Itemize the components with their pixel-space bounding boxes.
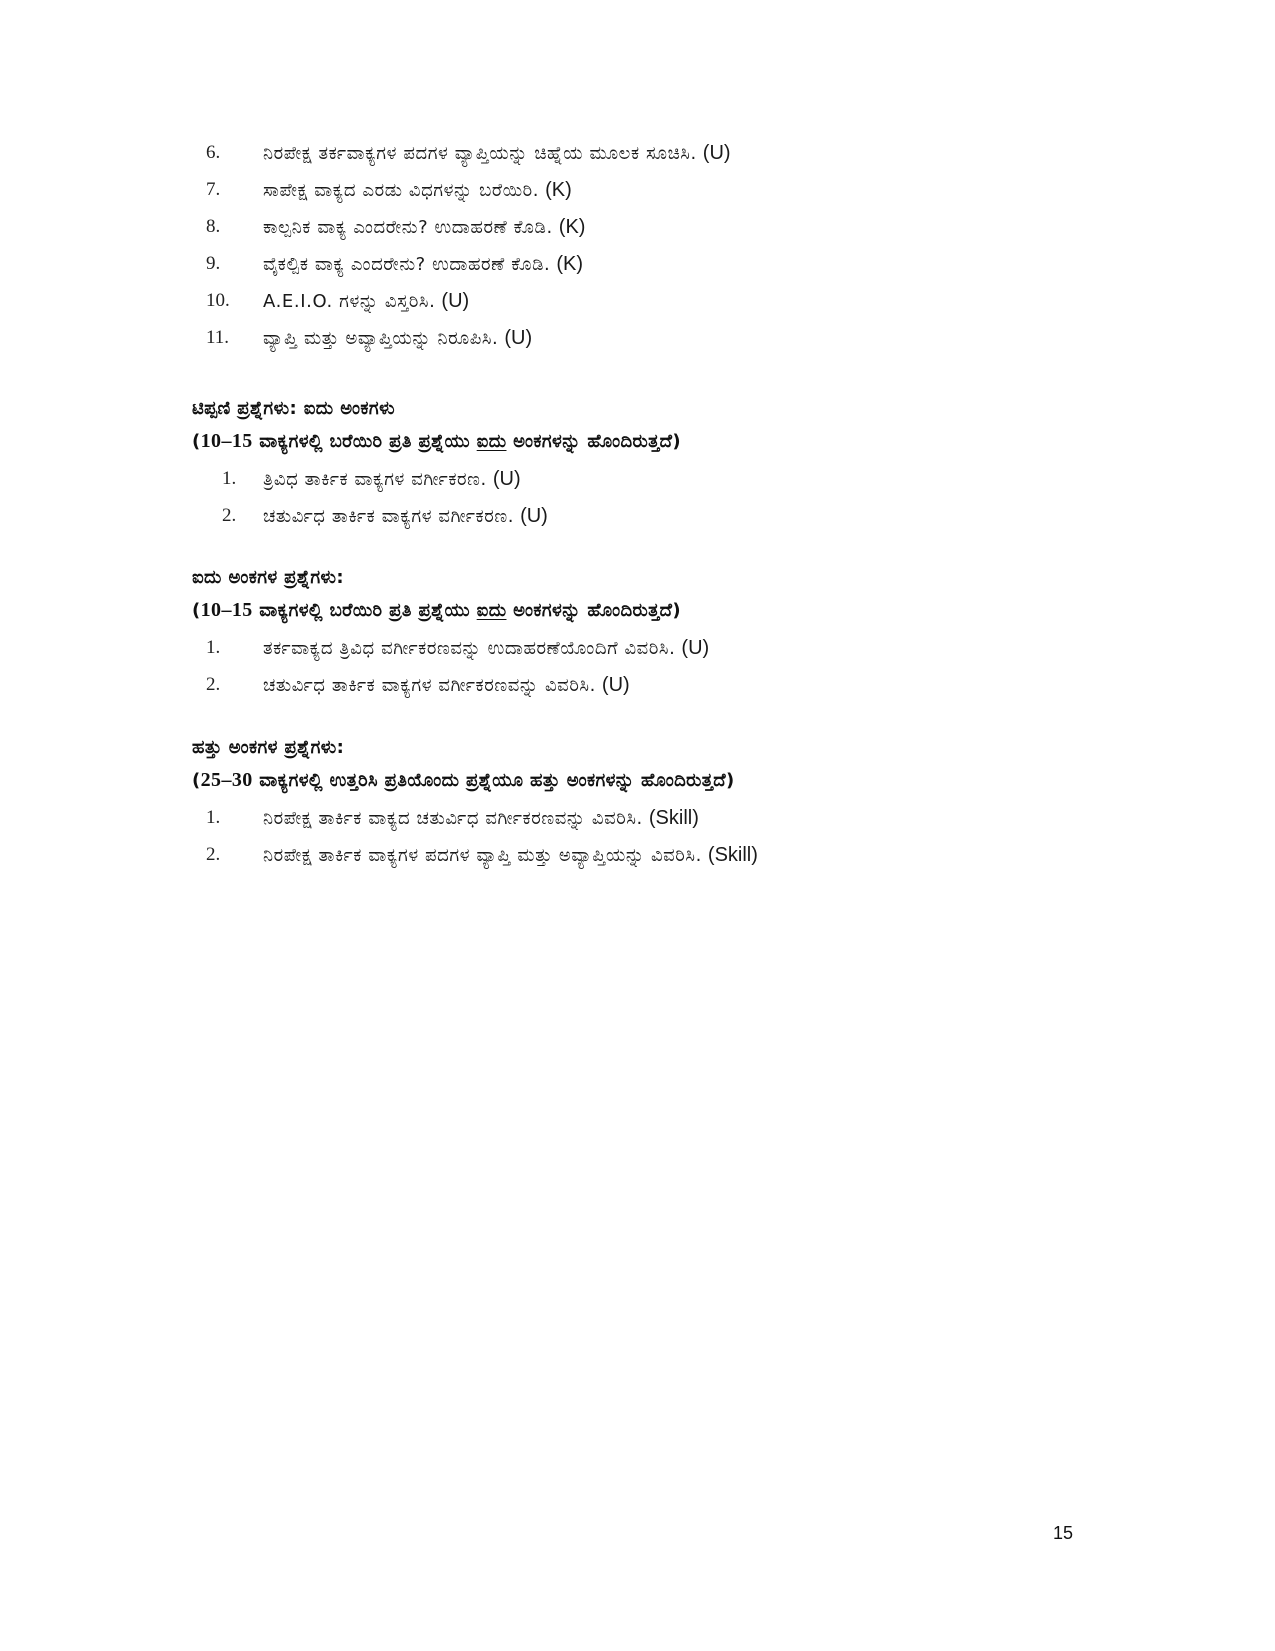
- instr-end: ಅಂಕಗಳನ್ನು ಹೊಂದಿರುತ್ತದೆ): [506, 600, 681, 621]
- instr-mid: ವಾಕ್ಯಗಳಲ್ಲಿ ಬರೆಯಿರಿ ಪ್ರತಿ ಪ್ರಶ್ನೆಯು: [252, 600, 477, 621]
- item-text-kn: ಚತುರ್ವಿಧ ತಾರ್ಕಿಕ ವಾಕ್ಯಗಳ ವರ್ಗೀಕರಣ.: [263, 505, 515, 527]
- item-text: [263, 505, 548, 528]
- item-text: [263, 468, 521, 491]
- section-heading-five-marks: ಐದು ಅಂಕಗಳ ಪ್ರಶ್ನೆಗಳು:: [192, 567, 344, 588]
- item-number: 11.: [206, 327, 230, 348]
- item-tag: (K): [545, 178, 572, 201]
- section-instructions: [192, 769, 735, 792]
- item-text: [263, 674, 630, 697]
- item-text: [263, 637, 709, 660]
- item-text-kn: ಸಾಪೇಕ್ಷ ವಾಕ್ಯದ ಎರಡು ವಿಧಗಳನ್ನು ಬರೆಯಿರಿ.: [263, 179, 540, 201]
- section-heading-ten-marks: ಹತ್ತು ಅಂಕಗಳ ಪ್ರಶ್ನೆಗಳು:: [192, 737, 345, 758]
- instr-range: 10–15: [200, 599, 253, 621]
- instr-underlined: ಐದು: [476, 600, 507, 621]
- item-text-kn: ಚತುರ್ವಿಧ ತಾರ್ಕಿಕ ವಾಕ್ಯಗಳ ವರ್ಗೀಕರಣವನ್ನು ವಿವರಿಸಿ.: [263, 674, 596, 696]
- item-number: 1.: [222, 468, 237, 489]
- item-tag: (Skill): [707, 843, 758, 866]
- section-heading-notes: ಟಿಪ್ಪಣಿ ಪ್ರಶ್ನೆಗಳು: ಐದು ಅಂಕಗಳು: [192, 398, 395, 419]
- item-tag: (U): [601, 673, 630, 696]
- instr-range: 10–15: [200, 430, 253, 452]
- instr-mid: ವಾಕ್ಯಗಳಲ್ಲಿ ಬರೆಯಿರಿ ಪ್ರತಿ ಪ್ರಶ್ನೆಯು: [252, 431, 477, 452]
- item-number: 7.: [206, 179, 221, 200]
- item-text: [263, 327, 532, 350]
- item-text: [263, 290, 469, 313]
- item-tag: (U): [492, 467, 521, 490]
- item-number: 2.: [206, 674, 221, 695]
- item-tag: (Skill): [648, 806, 699, 829]
- instr-rest: ವಾಕ್ಯಗಳಲ್ಲಿ ಉತ್ತರಿಸಿ ಪ್ರತಿಯೊಂದು ಪ್ರಶ್ನೆಯೂ ಹತ್ತು ಅಂಕಗಳನ್ನು ಹೊಂದಿರುತ್ತದೆ): [252, 770, 735, 791]
- item-text-kn: ವೈಕಲ್ಪಿಕ ವಾಕ್ಯ ಎಂದರೇನು? ಉದಾಹರಣೆ ಕೊಡಿ.: [263, 253, 551, 275]
- item-text-kn: A.E.I.O. ಗಳನ್ನು ವಿಸ್ತರಿಸಿ.: [263, 290, 436, 312]
- item-text-kn: ನಿರಪೇಕ್ಷ ತರ್ಕವಾಕ್ಯಗಳ ಪದಗಳ ವ್ಯಾಪ್ತಿಯನ್ನು ಚಿಹ್ನೆಯ ಮೂಲಕ ಸೂಚಿಸಿ.: [263, 142, 697, 164]
- item-number: 1.: [206, 807, 221, 828]
- item-text-kn: ಕಾಲ್ಪನಿಕ ವಾಕ್ಯ ಎಂದರೇನು? ಉದಾಹರಣೆ ಕೊಡಿ.: [263, 216, 553, 238]
- item-text: [263, 807, 699, 830]
- instr-open: (: [192, 770, 201, 791]
- instr-range: 25–30: [200, 769, 253, 791]
- instr-open: (: [192, 431, 201, 452]
- section-instructions: [192, 599, 681, 622]
- item-text-kn: ತರ್ಕವಾಕ್ಯದ ತ್ರಿವಿಧ ವರ್ಗೀಕರಣವನ್ನು ಉದಾಹರಣೆಯೊಂದಿಗೆ ವಿವರಿಸಿ.: [263, 637, 676, 659]
- item-number: 6.: [206, 142, 221, 163]
- item-tag: (U): [441, 289, 470, 312]
- item-text-kn: ವ್ಯಾಪ್ತಿ ಮತ್ತು ಅವ್ಯಾಪ್ತಿಯನ್ನು ನಿರೂಪಿಸಿ.: [263, 327, 499, 349]
- page-number: 15: [1053, 1523, 1074, 1543]
- item-number: 8.: [206, 216, 221, 237]
- instr-underlined: ಐದು: [476, 431, 507, 452]
- item-number: 10.: [206, 290, 230, 311]
- item-number: 9.: [206, 253, 221, 274]
- item-tag: (U): [504, 326, 533, 349]
- item-text-kn: ನಿರಪೇಕ್ಷ ತಾರ್ಕಿಕ ವಾಕ್ಯದ ಚತುರ್ವಿಧ ವರ್ಗೀಕರಣವನ್ನು ವಿವರಿಸಿ.: [263, 807, 643, 829]
- item-tag: (U): [681, 636, 710, 659]
- item-text: [263, 253, 583, 276]
- section-instructions: [192, 430, 681, 453]
- item-text: [263, 216, 585, 239]
- item-text: [263, 179, 572, 202]
- instr-open: (: [192, 600, 201, 621]
- instr-end: ಅಂಕಗಳನ್ನು ಹೊಂದಿರುತ್ತದೆ): [506, 431, 681, 452]
- item-tag: (K): [558, 215, 586, 238]
- item-text: [263, 844, 758, 867]
- item-text-kn: ತ್ರಿವಿಧ ತಾರ್ಕಿಕ ವಾಕ್ಯಗಳ ವರ್ಗೀಕರಣ.: [263, 468, 487, 490]
- item-number: 2.: [222, 505, 237, 526]
- item-tag: (U): [520, 504, 548, 527]
- item-number: 2.: [206, 844, 221, 865]
- item-text-kn: ನಿರಪೇಕ್ಷ ತಾರ್ಕಿಕ ವಾಕ್ಯಗಳ ಪದಗಳ ವ್ಯಾಪ್ತಿ ಮತ್ತು ಅವ್ಯಾಪ್ತಿಯನ್ನು ವಿವರಿಸಿ.: [263, 844, 702, 866]
- item-tag: (K): [556, 252, 584, 275]
- item-text: [263, 142, 731, 165]
- item-number: 1.: [206, 637, 221, 658]
- item-tag: (U): [702, 141, 731, 164]
